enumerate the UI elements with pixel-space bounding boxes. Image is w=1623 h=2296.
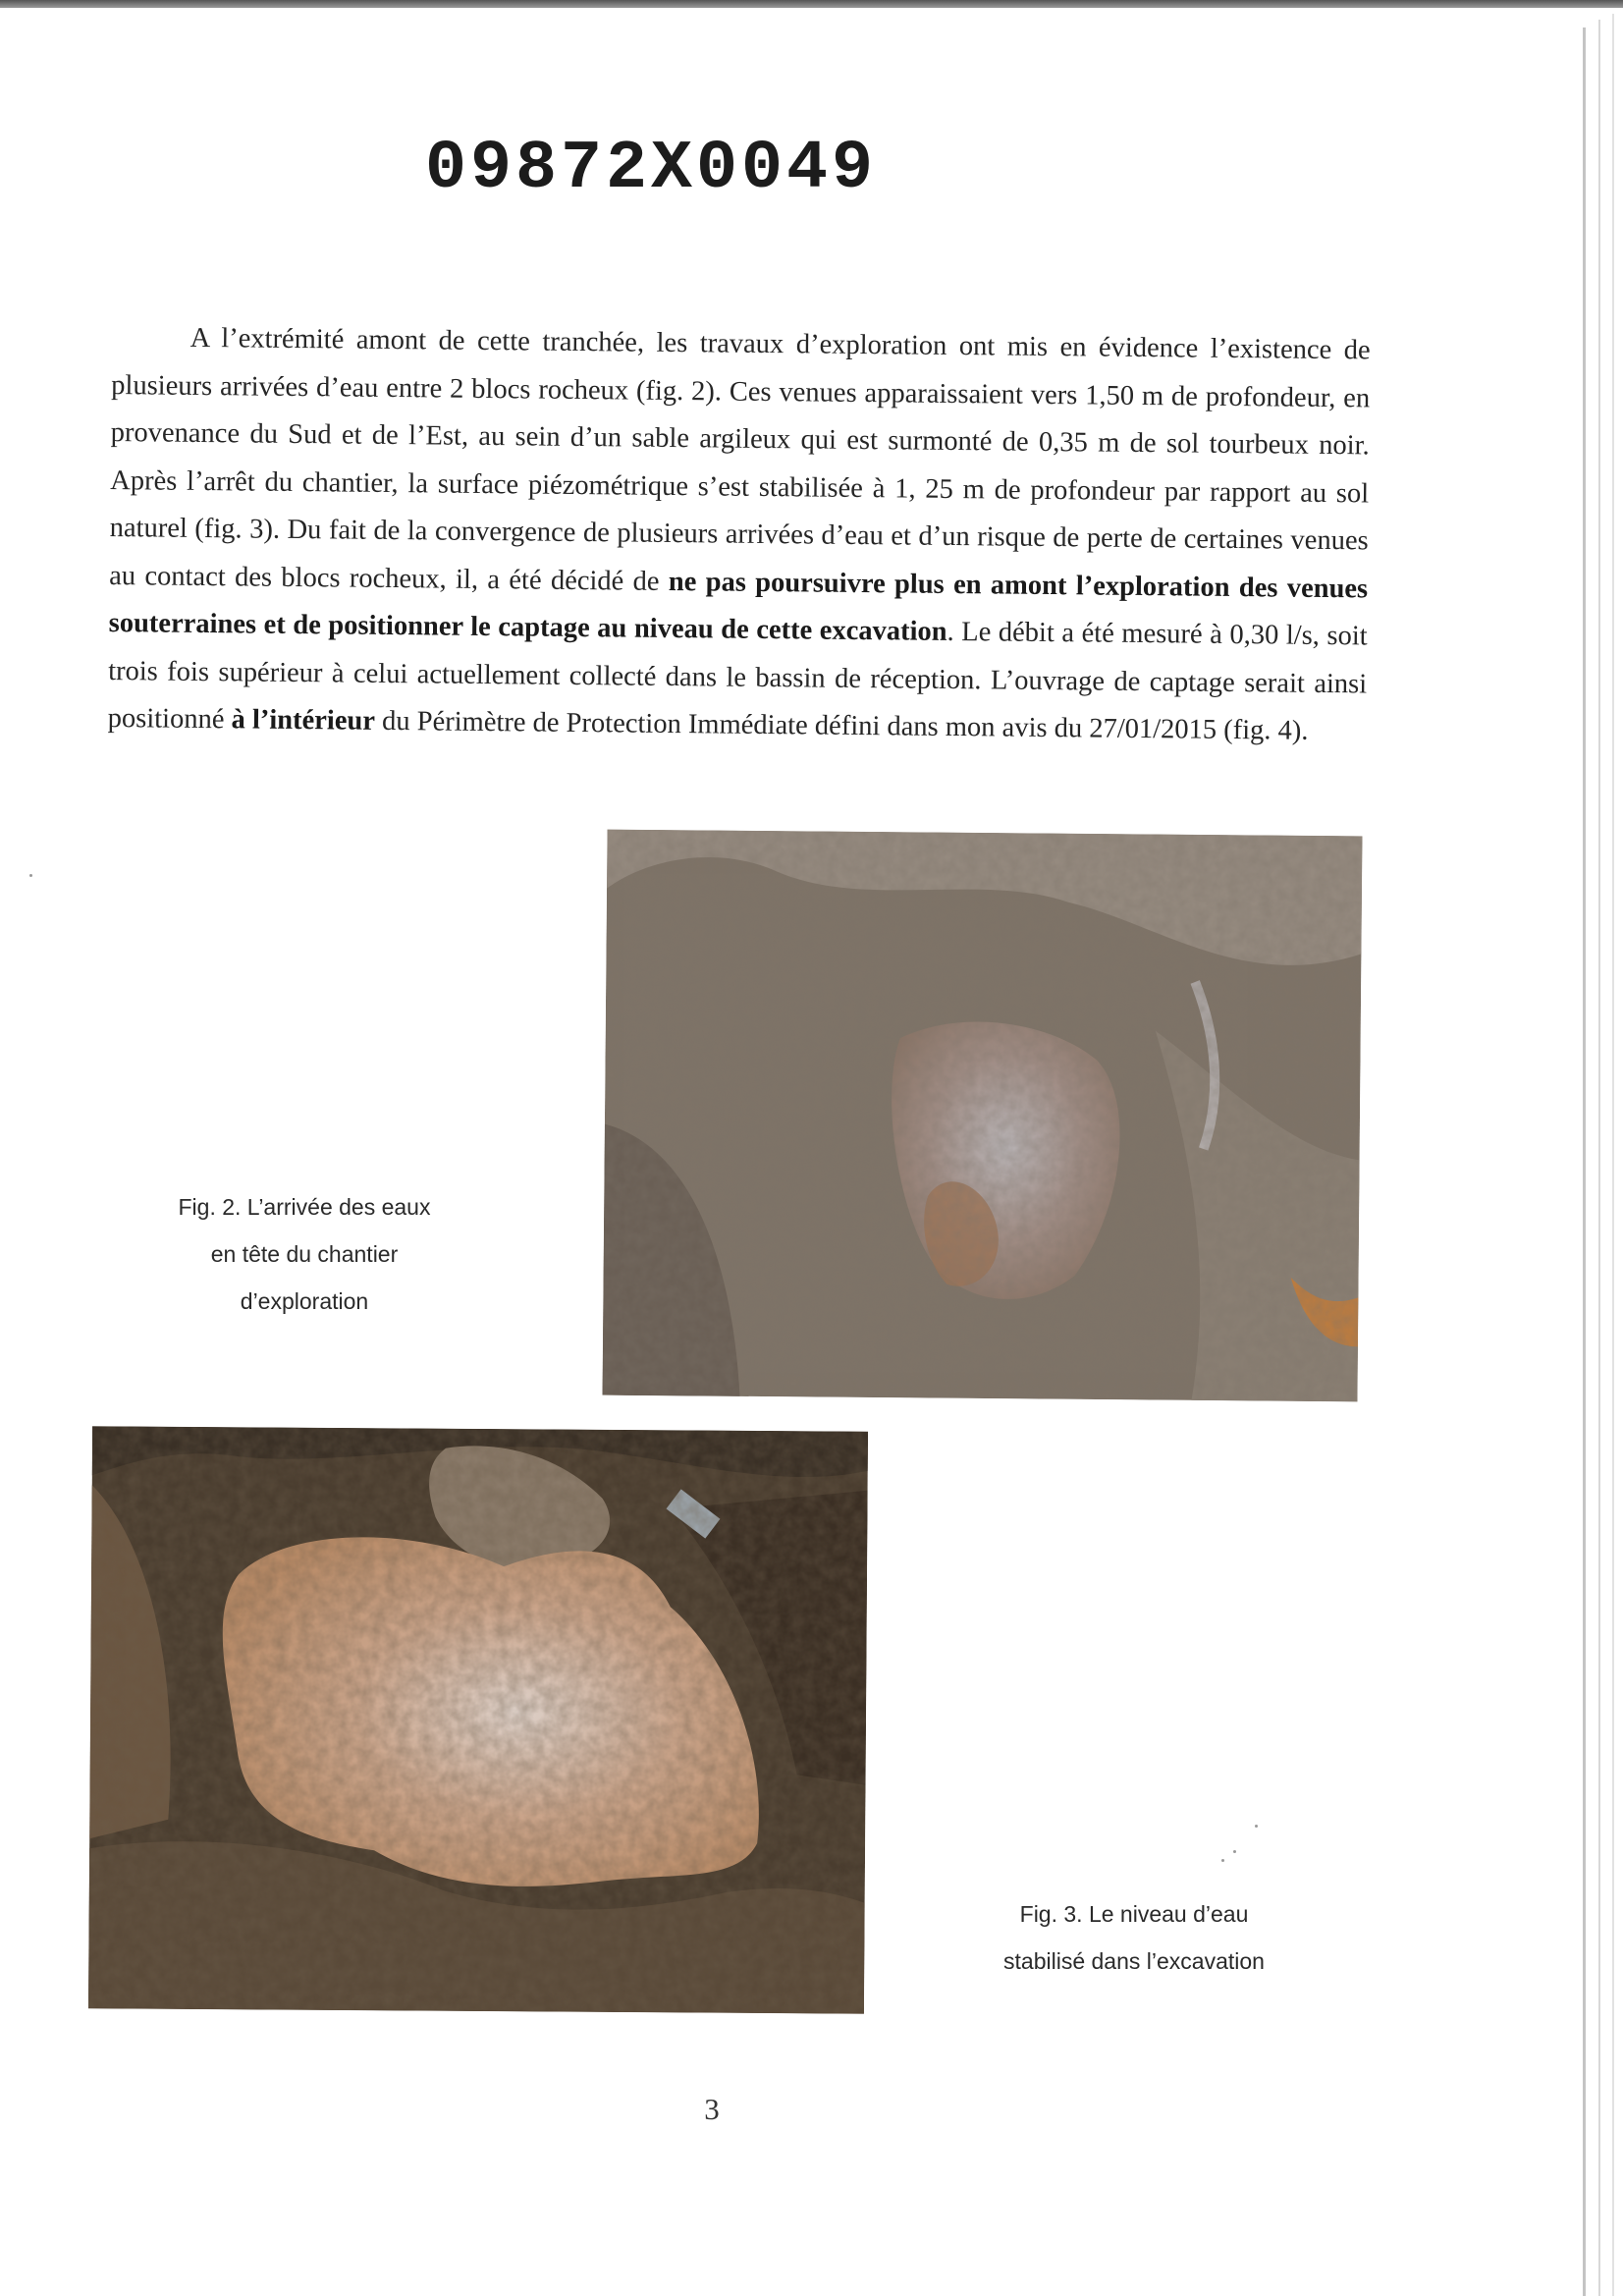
figure-2-caption bbox=[147, 1183, 461, 1325]
scan-page-edge bbox=[1583, 27, 1586, 2296]
paragraph-bold-text: à l’intérieur bbox=[231, 704, 376, 737]
paragraph-text: . Le débit a été mesuré à 0,30 l/s, soit trois fois supérieur à celui actuellement collecté dans le bassin de réception. L’ouvrage de captage serait ainsi positionné bbox=[107, 616, 1368, 736]
document-id: 09872X0049 bbox=[425, 131, 878, 208]
caption-line: Fig. 2. L’arrivée des eaux bbox=[178, 1194, 431, 1220]
paragraph-bold-text: ne pas poursuivre plus en amont l’exploration des venues souterraines et de positionner le captage au niveau de cette excavation bbox=[108, 566, 1369, 647]
scan-page-edge bbox=[1612, 14, 1614, 2296]
scan-top-edge bbox=[0, 0, 1623, 8]
body-paragraph bbox=[107, 314, 1371, 756]
page-number: 3 bbox=[704, 2092, 720, 2126]
scan-speck bbox=[1255, 1825, 1258, 1828]
paragraph-text: A l’extrémité amont de cette tranchée, les travaux d’exploration ont mis en évidence l’existence de plusieurs arrivées d’eau entre 2 blocs rocheux (fig. 2). Ces venues apparaissaient vers 1,50 m de profondeur, en provenance du Sud et de l’Est, au sein d’un sable argileux qui est surmonté de 0,35 m de sol tourbeux noir. Après l’arrêt du chantier, la surface piézométrique s’est stabilisée à 1, 25 m de profondeur par rapport au sol naturel (fig. 3). Du fait de la convergence de plusieurs arrivées d’eau et d’un risque de perte de certaines venues au contact des blocs rocheux, il, a été décidé de bbox=[109, 322, 1371, 597]
paragraph-text: du Périmètre de Protection Immédiate défini dans mon avis du 27/01/2015 (fig. 4). bbox=[374, 705, 1309, 746]
scan-speck bbox=[1233, 1850, 1236, 1853]
scan-page-edge bbox=[1598, 20, 1600, 2296]
scan-speck bbox=[1221, 1859, 1224, 1862]
caption-line: Fig. 3. Le niveau d’eau bbox=[1019, 1901, 1249, 1927]
caption-line: d’exploration bbox=[240, 1288, 369, 1314]
figure-3-caption bbox=[972, 1890, 1296, 1985]
caption-line: stabilisé dans l’excavation bbox=[1003, 1948, 1265, 1974]
figure-2-photo bbox=[603, 830, 1363, 1402]
caption-line: en tête du chantier bbox=[210, 1241, 399, 1267]
scan-speck bbox=[29, 874, 32, 877]
figure-3-photo bbox=[88, 1426, 868, 2014]
